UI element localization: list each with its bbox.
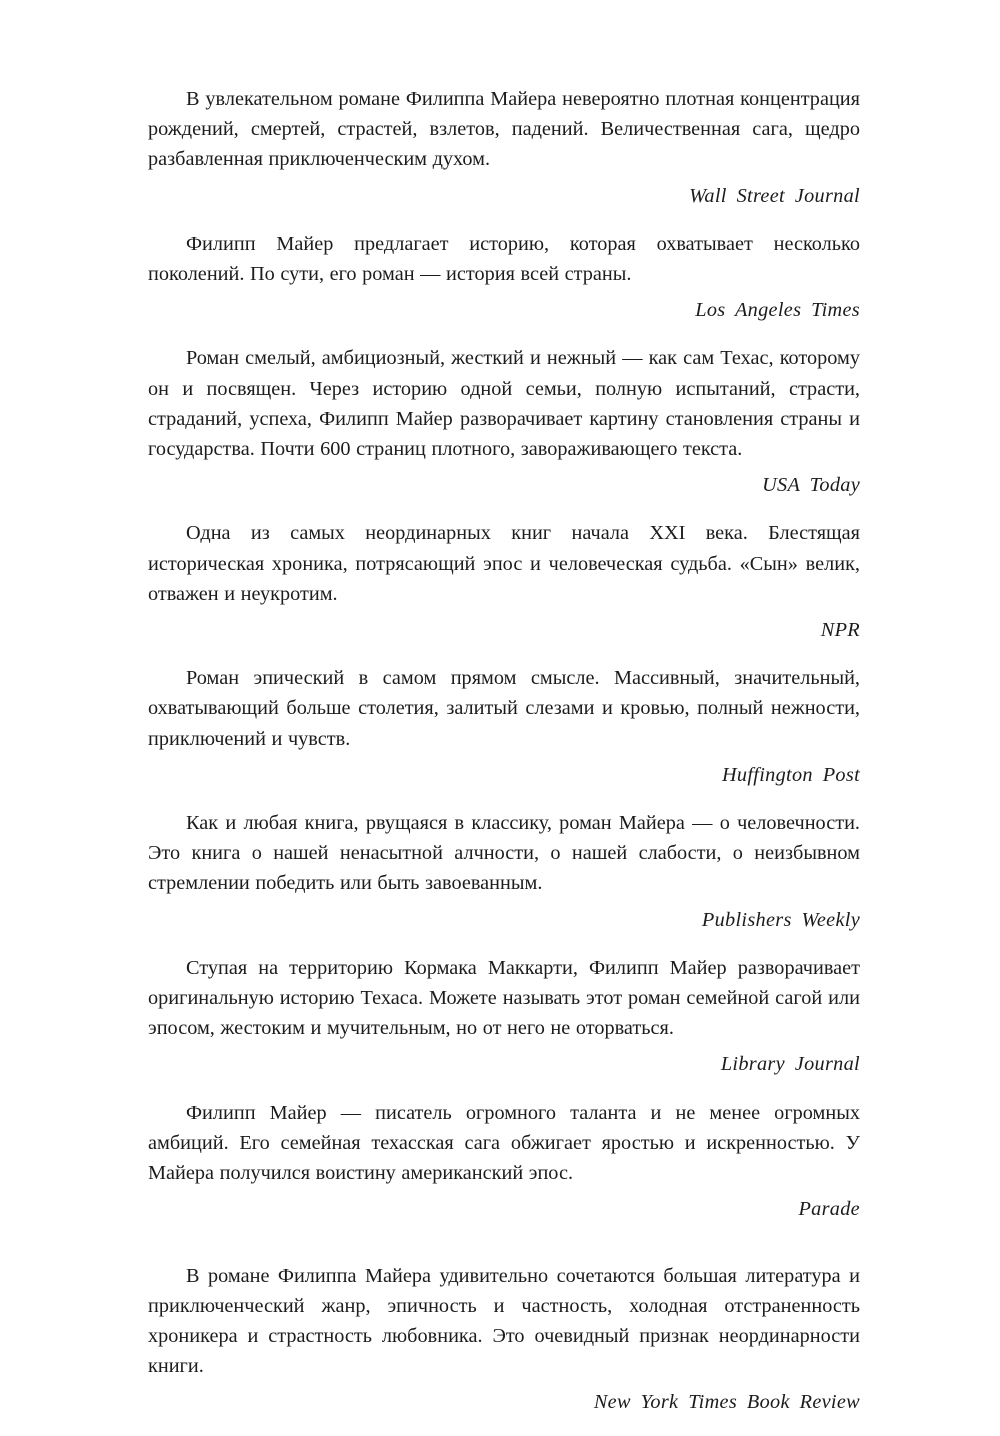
- quote-source: Huffington Post: [721, 763, 860, 786]
- quote-text: Филипп Майер предлагает историю, которая охватывает несколько поколений. По сути, его роман — история всей страны.: [148, 232, 860, 286]
- quote-block: [148, 663, 860, 790]
- quote-text: В увлекательном романе Филиппа Майера невероятно плотная концентрация рождений, смертей, страстей, взлетов, падений. Величественная сага, щедро разбавленная приключенческим духом.: [148, 88, 860, 171]
- quote-source: Library Journal: [720, 1053, 860, 1076]
- quote-block: [148, 518, 860, 645]
- quote-text: Роман смелый, амбициозный, жесткий и нежный — как сам Техас, которому он и посвящен. Через историю одной семьи, полную испытаний, страсти, страданий, успеха, Филипп Майер разворачивает картину становления страны и государства. Почти 600 страниц плотного, завораживающего текста.: [148, 347, 860, 461]
- quote-text: Роман эпический в самом прямом смысле. Массивный, значительный, охватывающий больше столетия, залитый слезами и кровью, полный нежности, приключений и чувств.: [148, 667, 860, 750]
- quote-text: Филипп Майер — писатель огромного таланта и не менее огромных амбиций. Его семейная техасская сага обжигает яростью и искренностью. У Майера получился воистину американский эпос.: [148, 1101, 860, 1185]
- quote-block: [148, 343, 860, 500]
- quote-source: Parade: [798, 1198, 860, 1221]
- quote-block: [148, 84, 860, 211]
- quote-block: [148, 1098, 860, 1225]
- quote-source: NPR: [820, 619, 860, 642]
- quote-source: New York Times Book Review: [593, 1391, 860, 1414]
- quote-text: Одна из самых неординарных книг начала XXI века. Блестящая историческая хроника, потрясающий эпос и человеческая судьба. «Сын» велик, отважен и неукротим.: [148, 522, 860, 605]
- quote-block: [148, 229, 860, 326]
- quote-source: Publishers Weekly: [701, 908, 860, 931]
- quote-block: [148, 953, 860, 1080]
- quote-source: Los Angeles Times: [695, 299, 860, 322]
- quote-text: В романе Филиппа Майера удивительно сочетаются большая литература и приключенческий жанр, эпичность и частность, холодная отстраненность хроникера и страстность любовника. Это очевидный признак неординарности книги.: [148, 1264, 860, 1378]
- quote-text: Как и любая книга, рвущаяся в классику, роман Майера — о человечности. Это книга о нашей ненасытной алчности, о нашей слабости, о неизбывном стремлении победить или быть завоеванным.: [148, 812, 860, 895]
- quote-text: Ступая на территорию Кормака Маккарти, Филипп Майер разворачивает оригинальную историю Техаса. Можете называть этот роман семейной сагой или эпосом, жестоким и мучительным, но от него не оторваться.: [148, 956, 860, 1040]
- quote-source: USA Today: [762, 474, 860, 497]
- quote-source: Wall Street Journal: [689, 184, 860, 207]
- press-quotes-list: [148, 84, 860, 1436]
- quote-block: [148, 808, 860, 935]
- quote-block: [148, 1261, 860, 1418]
